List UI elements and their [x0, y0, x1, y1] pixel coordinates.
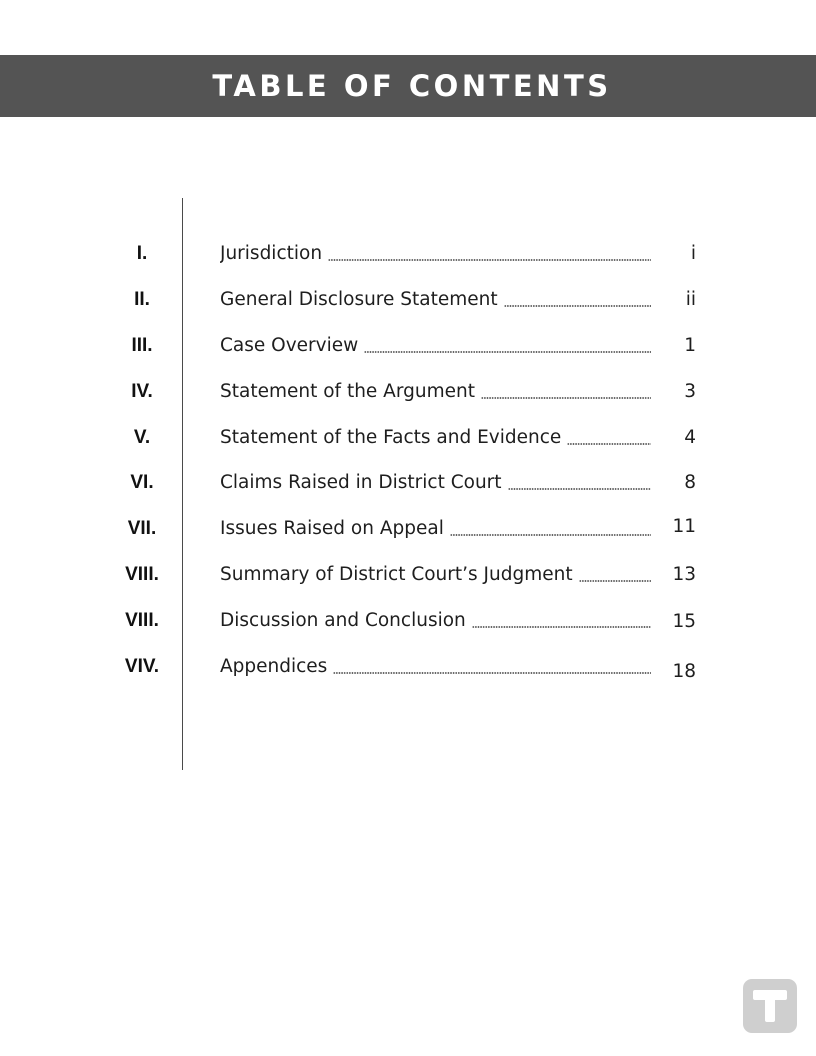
- toc-entry-general-disclosure-statement[interactable]: [0, 285, 816, 315]
- toc-title: Claims Raised in District Court: [220, 472, 502, 493]
- toc-numeral: IV.: [131, 381, 153, 402]
- toc-entry-text: [220, 239, 651, 269]
- toc-title: Summary of District Court’s Judgment: [220, 564, 573, 585]
- toc-title: Issues Raised on Appeal: [220, 518, 444, 539]
- toc-entry-case-overview[interactable]: [0, 331, 816, 361]
- toc-title: General Disclosure Statement: [220, 289, 498, 310]
- toc-entry-claims-raised[interactable]: [0, 468, 816, 498]
- toc-numeral: I.: [136, 243, 148, 264]
- toc-dot-leader: [333, 672, 651, 674]
- page-title: TABLE OF CONTENTS: [212, 69, 612, 103]
- toc-entry-statement-of-the-argument[interactable]: [0, 377, 816, 407]
- toc-page-number: 13: [672, 564, 696, 585]
- toc-numeral: VIV.: [124, 656, 160, 677]
- t-logo-badge: [743, 979, 797, 1033]
- toc-entry-text: [220, 285, 651, 315]
- toc-entry-statement-of-facts[interactable]: [0, 423, 816, 453]
- toc-title: Jurisdiction: [220, 243, 323, 264]
- toc-page-number: 1: [684, 335, 696, 356]
- toc-page-number: 11: [672, 516, 696, 537]
- toc-dot-leader: [481, 397, 651, 399]
- toc-numeral: V.: [133, 427, 151, 448]
- toc-entry-text: [220, 377, 651, 407]
- toc-title: Statement of the Facts and Evidence: [220, 427, 562, 448]
- toc-entry-text: [220, 514, 651, 544]
- toc-page-number: 8: [684, 472, 696, 493]
- toc-entry-text: [220, 468, 651, 498]
- toc-numeral: VIII.: [125, 564, 159, 585]
- toc-entry-issues-raised-on-appeal[interactable]: [0, 514, 816, 544]
- toc-title: Discussion and Conclusion: [220, 610, 466, 631]
- toc-title: Appendices: [220, 656, 328, 677]
- toc-title: Case Overview: [220, 335, 359, 356]
- toc-entry-text: [220, 606, 651, 636]
- toc-page-number: 18: [672, 661, 696, 682]
- toc-page-number: 15: [672, 611, 696, 632]
- toc-entry-appendices[interactable]: [0, 652, 816, 682]
- toc-numeral: II.: [134, 289, 150, 310]
- toc-dot-leader: [450, 534, 651, 536]
- toc-numeral: VII.: [127, 518, 157, 539]
- toc-entry-text: [220, 560, 651, 590]
- toc-entry-text: [220, 652, 651, 682]
- toc-numeral: VI.: [130, 472, 154, 493]
- toc-dot-leader: [504, 305, 651, 307]
- toc-numeral: VIII.: [125, 610, 159, 631]
- t-logo-icon: [743, 979, 797, 1033]
- toc-dot-leader: [567, 443, 651, 445]
- toc-entry-summary-of-judgment[interactable]: [0, 560, 816, 590]
- toc-dot-leader: [508, 488, 651, 490]
- toc-page-number: ii: [685, 289, 696, 310]
- toc-page-number: 3: [684, 381, 696, 402]
- toc-dot-leader: [328, 259, 651, 261]
- toc-entry-text: [220, 423, 651, 453]
- toc-dot-leader: [472, 626, 651, 628]
- toc-entry-jurisdiction[interactable]: [0, 239, 816, 269]
- toc-title: Statement of the Argument: [220, 381, 475, 402]
- header-bar: [0, 55, 816, 117]
- toc-dot-leader: [364, 351, 651, 353]
- toc-page-number: i: [690, 243, 696, 264]
- toc-page-number: 4: [684, 427, 696, 448]
- toc-entry-discussion-and-conclusion[interactable]: [0, 606, 816, 636]
- toc-entry-text: [220, 331, 651, 361]
- toc-numeral: III.: [131, 335, 153, 356]
